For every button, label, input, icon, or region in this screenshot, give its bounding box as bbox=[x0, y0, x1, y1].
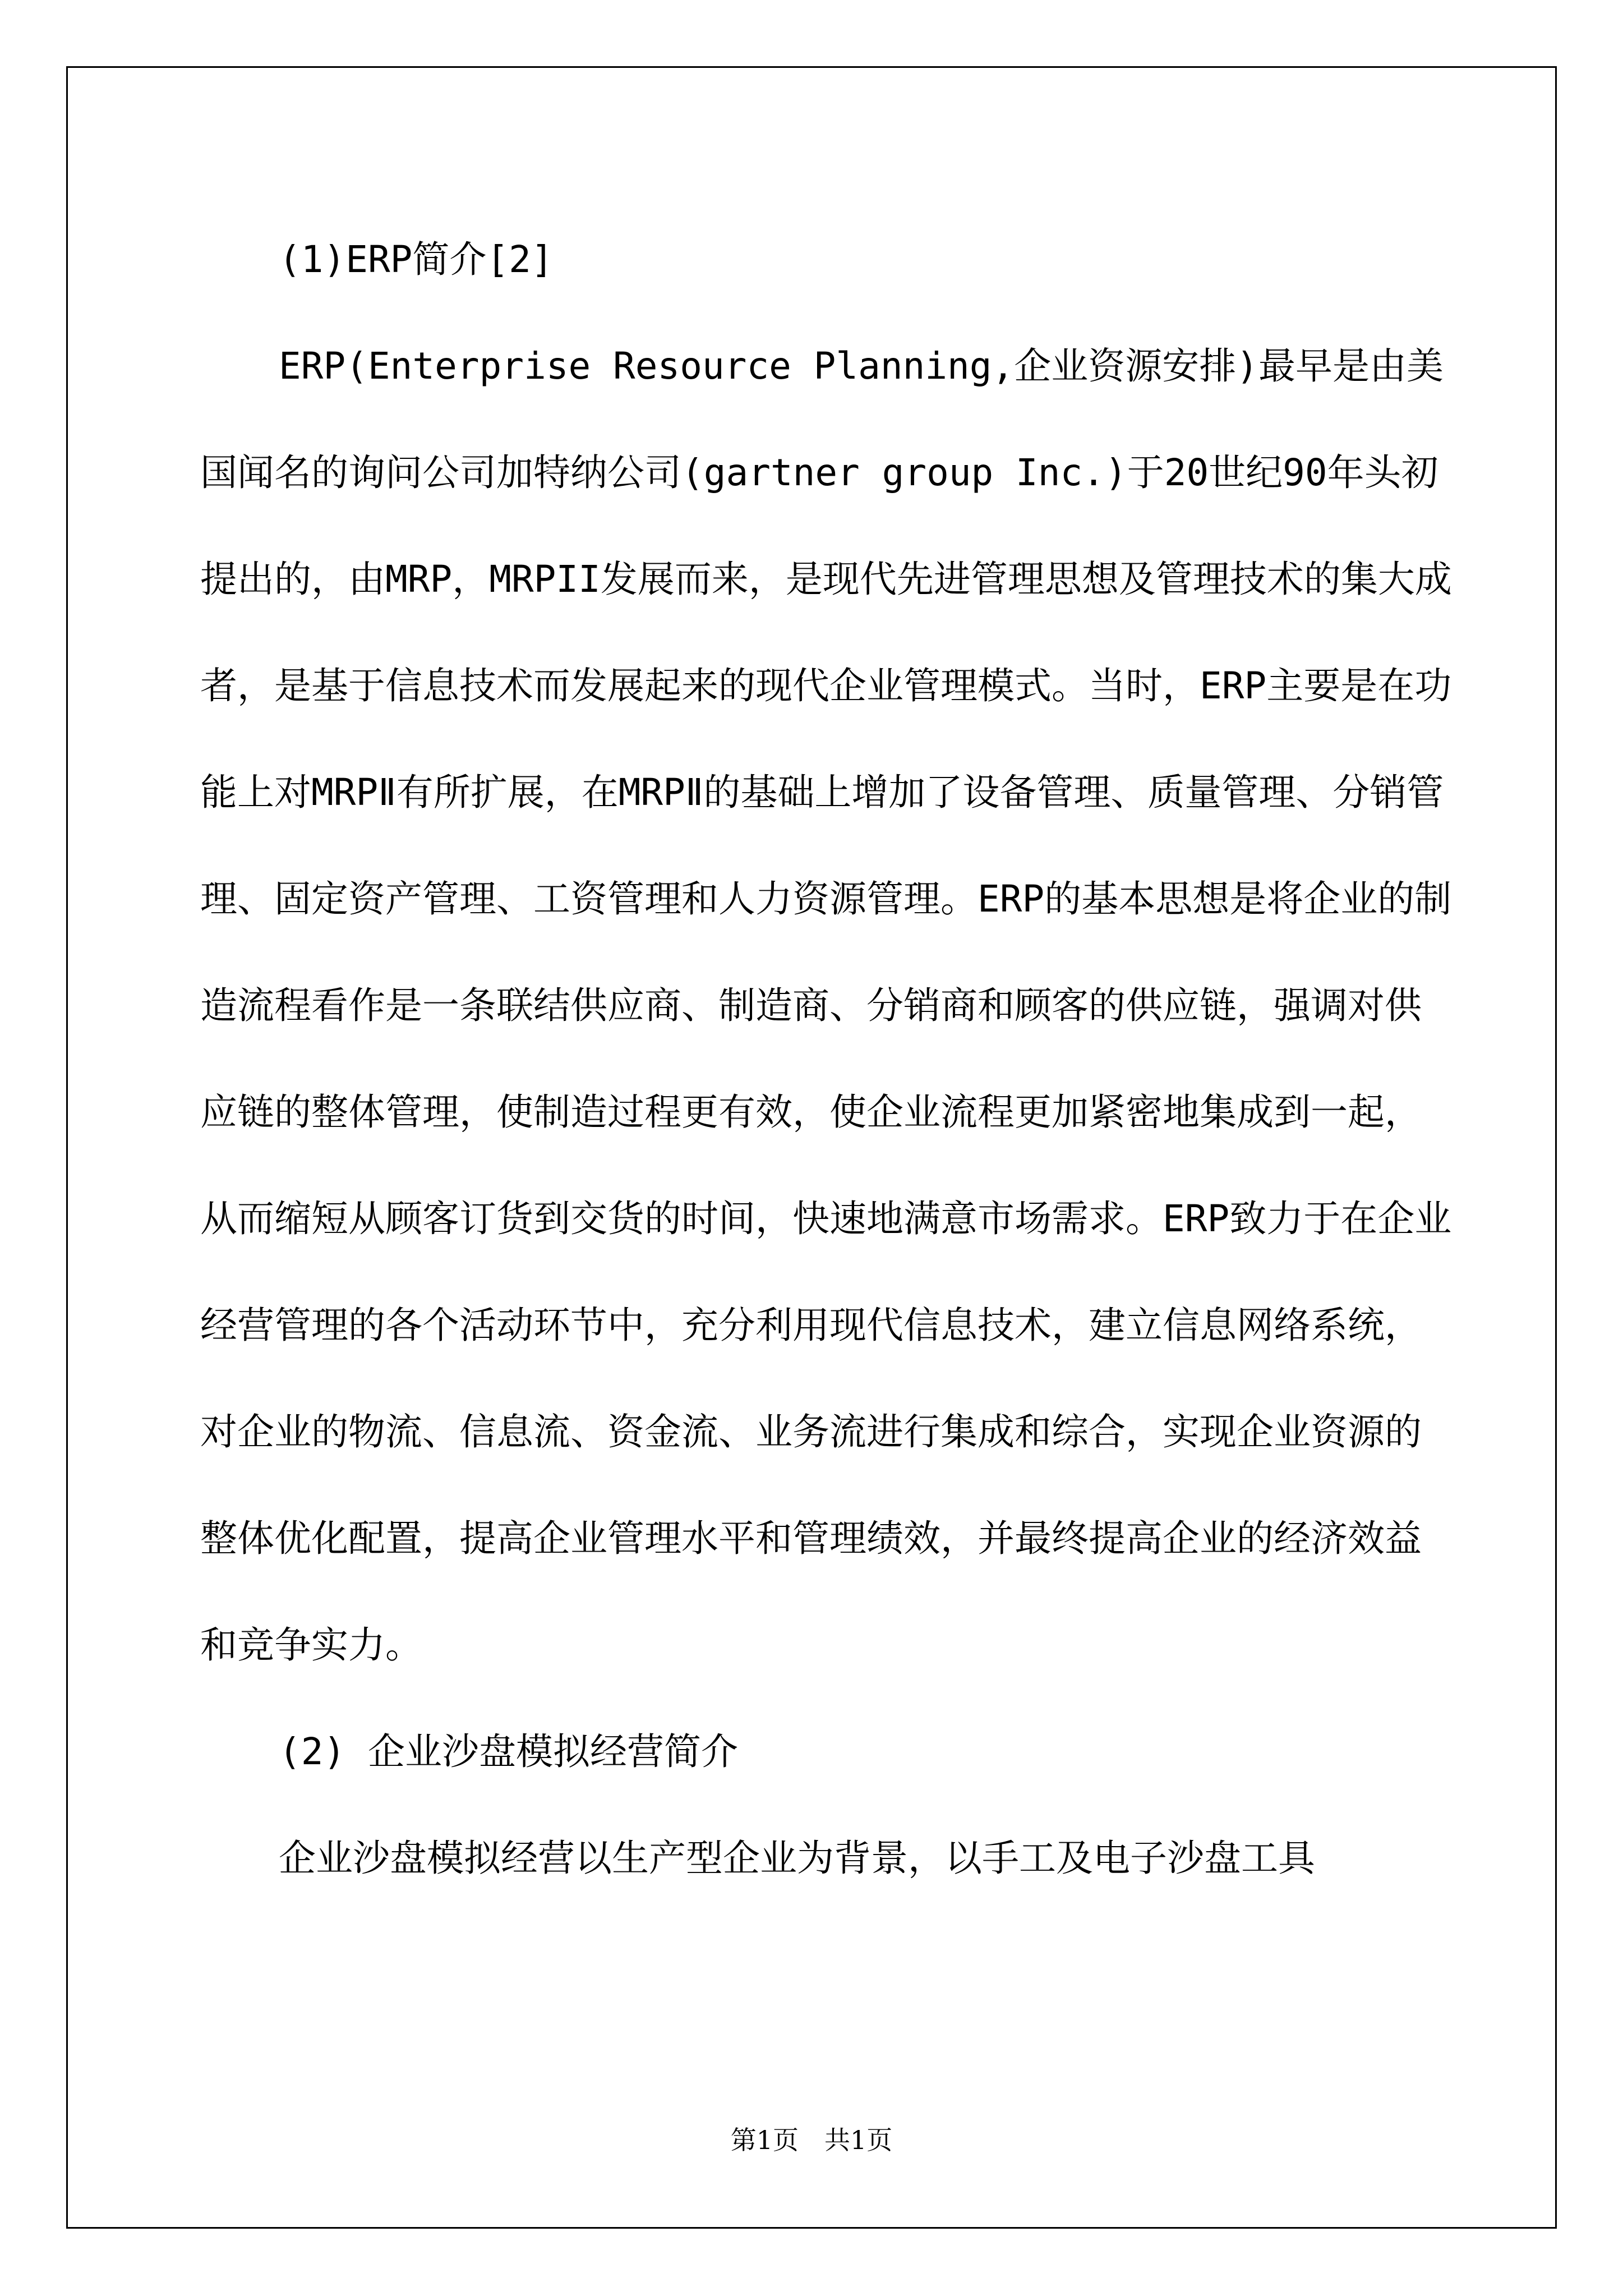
heading-erp-intro: (1)ERP简介[2] bbox=[279, 238, 554, 281]
document-body bbox=[200, 206, 1456, 1912]
paragraph-sandbox-description: 企业沙盘模拟经营以生产型企业为背景，以手工及电子沙盘工具 bbox=[279, 1837, 1315, 1880]
page-number-footer: 第1页 共1页 bbox=[730, 2125, 893, 2155]
paragraph-erp-description: ERP(Enterprise Resource Planning,企业资源安排)最早是由美国闻名的询问公司加特纳公司(gartner group Inc.)于20世纪90年头初提出的，由MRP，MRPII发展而来，是现代先进管理思想及管理技术的集大成者，是基于信息技术而发展起来的现代企业管理模式。当时，ERP主要是在功能上对MRPⅡ有所扩展，在MRPⅡ的基础上增加了设备管理、质量管理、分销管理、固定资产管理、工资管理和人力资源管理。ERP的基本思想是将企业的制造流程看作是一条联结供应商、制造商、分销商和顾客的供应链，强调对供应链的整体管理，使制造过程更有效，使企业流程更加紧密地集成到一起，从而缩短从顾客订货到交货的时间，快速地满意市场需求。ERP致力于在企业经营管理的各个活动环节中，充分利用现代信息技术，建立信息网络系统，对企业的物流、信息流、资金流、业务流进行集成和综合，实现企业资源的整体优化配置，提高企业管理水平和管理绩效，并最终提高企业的经济效益和竞争实力。 bbox=[200, 344, 1452, 1667]
heading-sandbox-intro: (2) 企业沙盘模拟经营简介 bbox=[279, 1730, 738, 1773]
